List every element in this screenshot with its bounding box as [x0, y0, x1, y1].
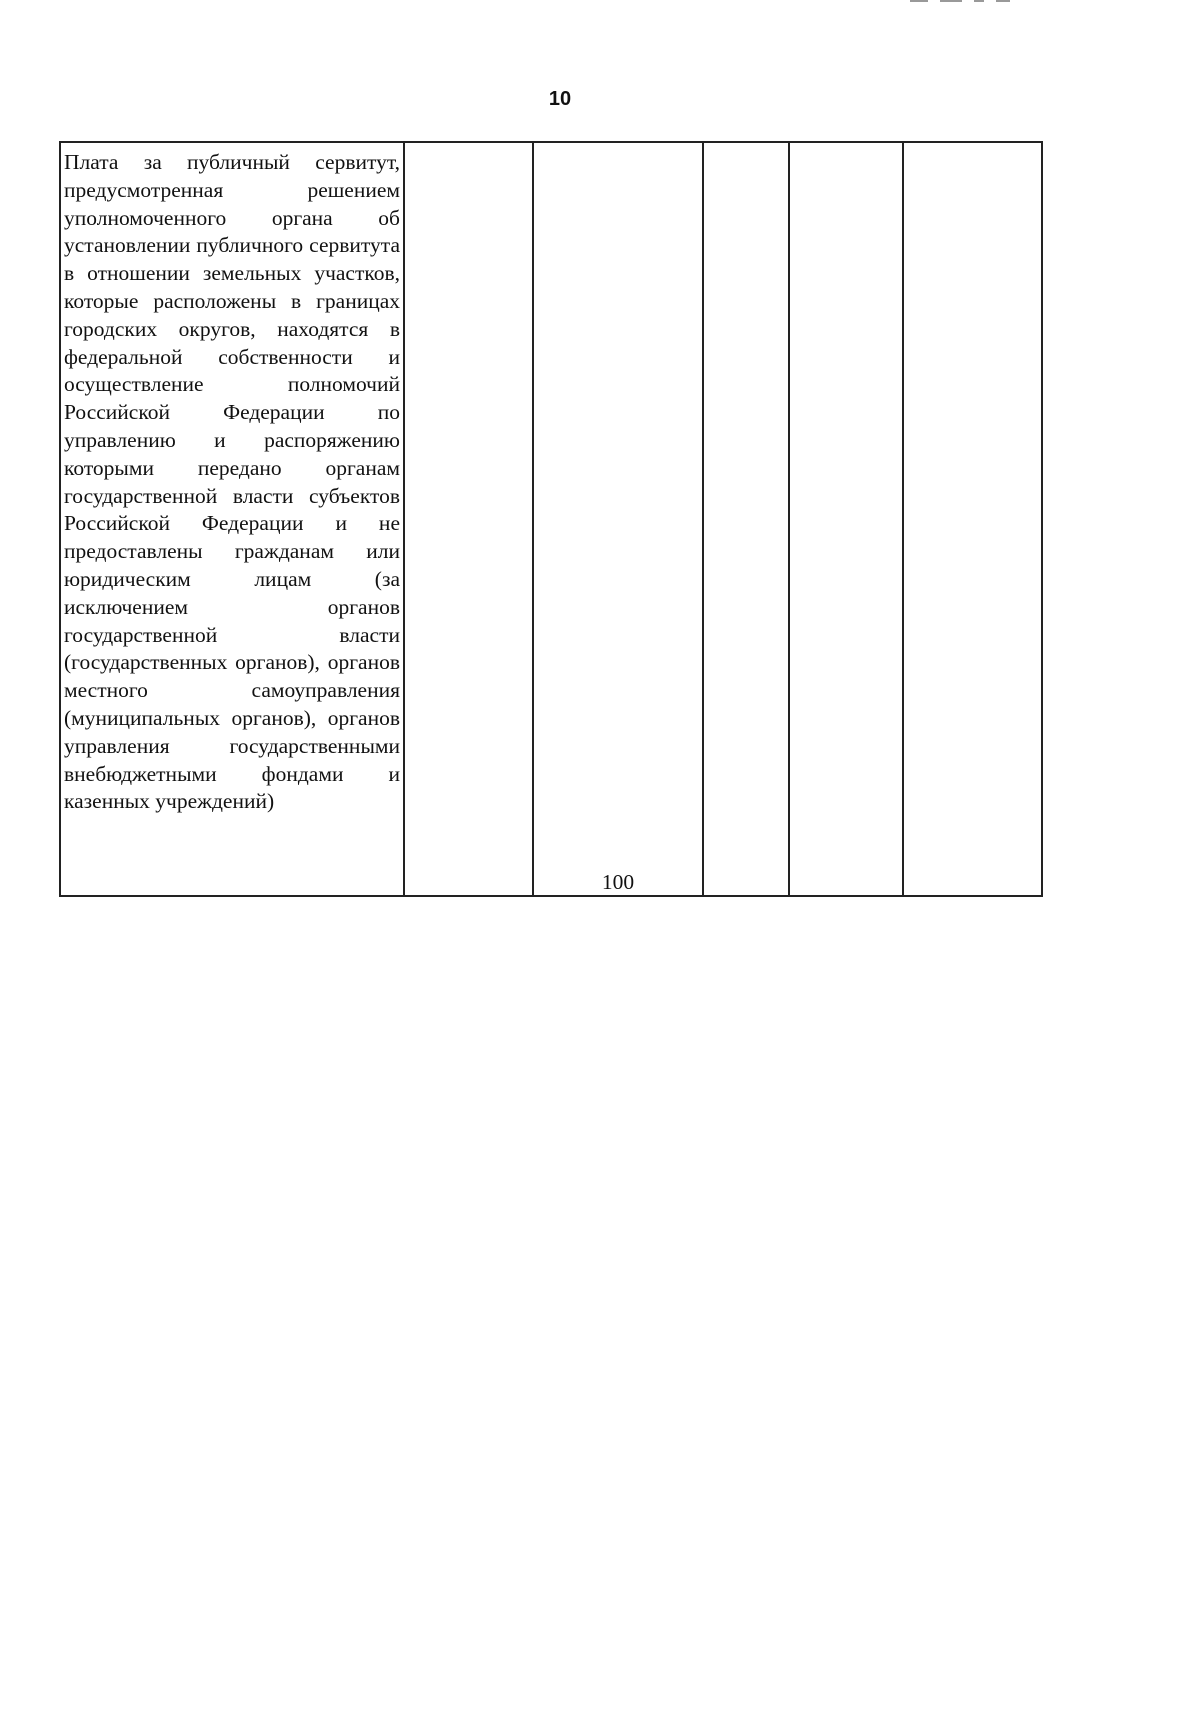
table-cell-col6 — [903, 142, 1042, 896]
table-cell-col5 — [789, 142, 903, 896]
page-number: 10 — [548, 88, 572, 110]
table-cell-col4 — [703, 142, 789, 896]
table-row — [60, 142, 1042, 896]
table-cell-col3: 100 — [533, 142, 703, 896]
revenue-table — [59, 141, 1043, 897]
scan-artifact — [910, 0, 1050, 4]
table-cell-col2 — [404, 142, 533, 896]
revenue-description-cell: Плата за публичный сервитут, предусмотренная решением уполномоченного органа об установлении публичного сервитута в отношении земельных участков, которые расположены в границах городских округов, находятся в федеральной собственности и осуществление полномочий Российской Федерации по управлению и распоряжению которыми передано органам государственной власти субъектов Российской Федерации и не предоставлены гражданам или юридическим лицам (за исключением органов государственной власти (государственных органов), органов местного самоуправления (муниципальных органов), органов управления государственными внебюджетными фондами и казенных учреждений) — [60, 142, 404, 896]
